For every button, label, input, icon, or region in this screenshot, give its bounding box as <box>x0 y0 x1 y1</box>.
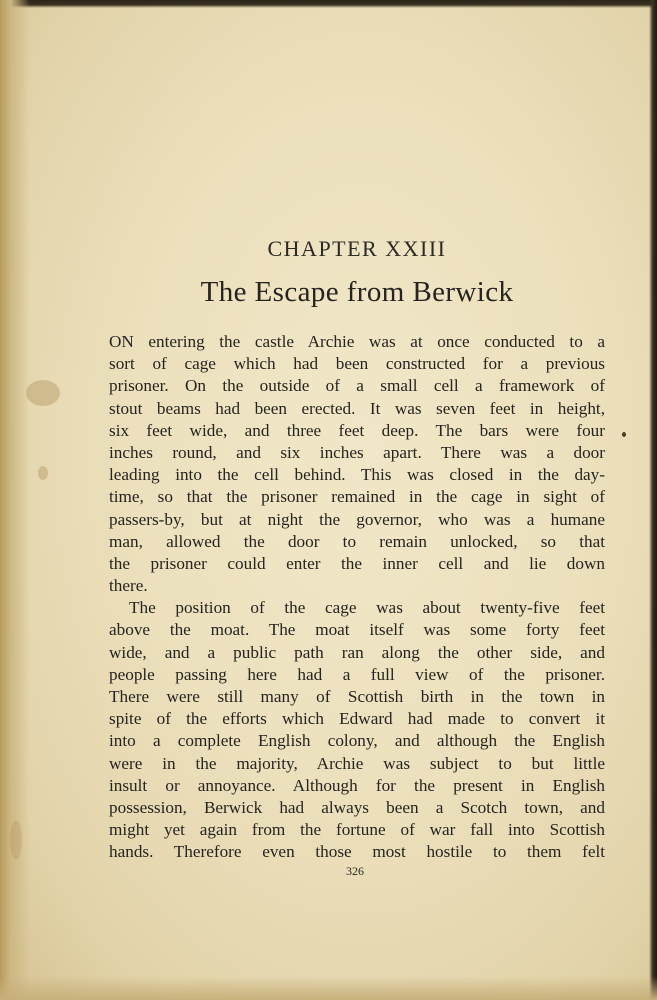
text-line: leading into the cell behind. This was closed in the day- <box>109 465 605 485</box>
text-line: above the moat. The moat itself was some forty feet <box>109 620 605 640</box>
text-line: stout beams had been erected. It was seven feet in height, <box>109 398 605 418</box>
chapter-heading: CHAPTER XXIII <box>267 236 447 261</box>
text-line: there. <box>109 576 148 596</box>
text-line: possession, Berwick had always been a Scotch town, and <box>109 797 605 817</box>
text-line: time, so that the prisoner remained in the cage in sight of <box>109 487 605 507</box>
page-edge-right <box>649 0 657 1000</box>
text-line: wide, and a public path ran along the other side, and <box>109 642 605 662</box>
body-text <box>109 331 605 864</box>
text-line: people passing here had a full view of the prisoner. <box>109 664 605 684</box>
text-line: The position of the cage was about twenty-five feet <box>129 598 605 618</box>
page-number: 326 <box>346 864 364 878</box>
text-line: ON entering the castle Archie was at once conducted to a <box>109 332 605 351</box>
text-line: six feet wide, and three feet deep. The bars were four <box>109 420 605 440</box>
text-line: insult or annoyance. Although for the present in English <box>109 775 605 795</box>
text-line: prisoner. On the outside of a small cell a framework of <box>109 376 605 396</box>
text-line: spite of the efforts which Edward had made to convert it <box>109 709 605 729</box>
page-edge-bottom <box>0 976 657 1000</box>
text-line: were in the majority, Archie was subject to but little <box>109 753 605 773</box>
paper-stain <box>10 820 22 860</box>
paper-stain <box>38 466 48 480</box>
paper-speck <box>622 432 626 437</box>
text-line: man, allowed the door to remain unlocked, so that <box>109 531 605 551</box>
text-line: sort of cage which had been constructed for a previous <box>109 354 605 374</box>
text-line: inches round, and six inches apart. There was a door <box>109 442 605 462</box>
text-line: passers-by, but at night the governor, who was a humane <box>109 509 605 529</box>
text-line: might yet again from the fortune of war fall into Scottish <box>109 820 605 840</box>
text-line: hands. Therefore even those most hostile to them felt <box>109 842 605 862</box>
text-line: into a complete English colony, and although the English <box>109 731 605 751</box>
chapter-title: The Escape from Berwick <box>200 276 514 308</box>
paper-stain <box>26 380 60 406</box>
page-edge-top <box>0 0 657 8</box>
text-line: the prisoner could enter the inner cell and lie down <box>109 553 605 573</box>
text-line: There were still many of Scottish birth in the town in <box>109 687 605 706</box>
